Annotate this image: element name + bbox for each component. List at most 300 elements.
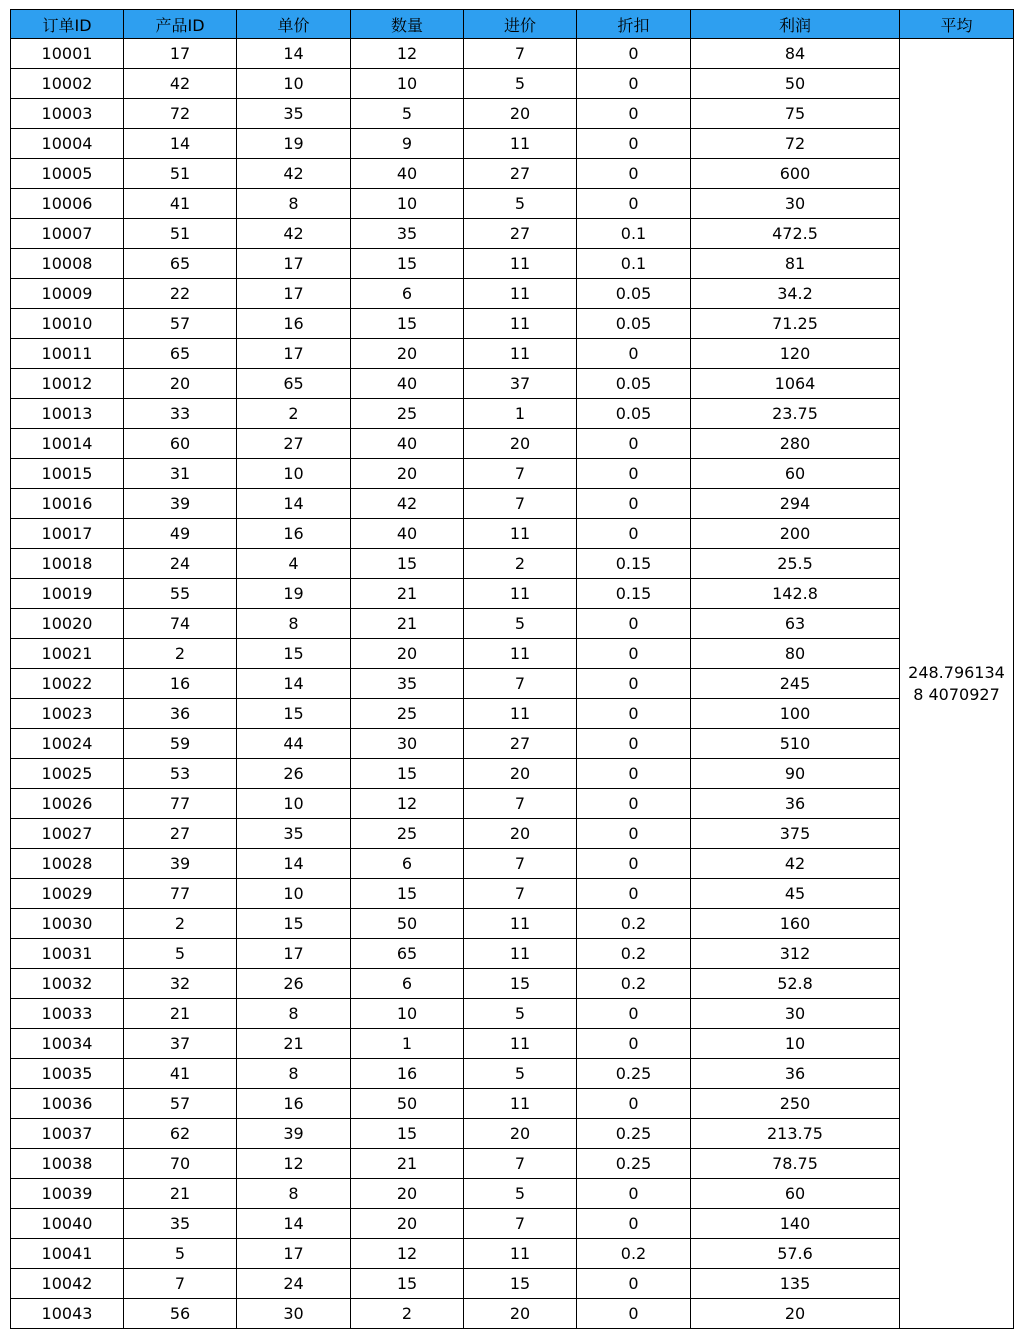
cell-order-id[interactable]: 10008 [11,249,124,279]
cell-quantity[interactable]: 25 [351,819,464,849]
cell-profit[interactable]: 42 [691,849,900,879]
cell-cost-price[interactable]: 11 [464,579,577,609]
cell-order-id[interactable]: 10010 [11,309,124,339]
cell-cost-price[interactable]: 7 [464,1209,577,1239]
cell-order-id[interactable]: 10006 [11,189,124,219]
cell-unit-price[interactable]: 42 [237,219,351,249]
cell-product-id[interactable]: 72 [124,99,237,129]
cell-discount[interactable]: 0.15 [577,549,691,579]
cell-profit[interactable]: 72 [691,129,900,159]
cell-quantity[interactable]: 9 [351,129,464,159]
cell-quantity[interactable]: 15 [351,1269,464,1299]
cell-discount[interactable]: 0 [577,519,691,549]
cell-discount[interactable]: 0.05 [577,309,691,339]
cell-product-id[interactable]: 57 [124,309,237,339]
cell-profit[interactable]: 140 [691,1209,900,1239]
cell-unit-price[interactable]: 19 [237,129,351,159]
cell-unit-price[interactable]: 35 [237,819,351,849]
cell-order-id[interactable]: 10004 [11,129,124,159]
cell-cost-price[interactable]: 37 [464,369,577,399]
cell-profit[interactable]: 312 [691,939,900,969]
cell-discount[interactable]: 0.1 [577,249,691,279]
cell-order-id[interactable]: 10040 [11,1209,124,1239]
cell-discount[interactable]: 0 [577,129,691,159]
cell-product-id[interactable]: 62 [124,1119,237,1149]
cell-cost-price[interactable]: 27 [464,159,577,189]
cell-order-id[interactable]: 10031 [11,939,124,969]
cell-discount[interactable]: 0.25 [577,1119,691,1149]
cell-discount[interactable]: 0 [577,1299,691,1329]
cell-product-id[interactable]: 20 [124,369,237,399]
cell-unit-price[interactable]: 2 [237,399,351,429]
cell-cost-price[interactable]: 11 [464,939,577,969]
cell-order-id[interactable]: 10018 [11,549,124,579]
cell-unit-price[interactable]: 12 [237,1149,351,1179]
header-unit-price[interactable]: 单价 [237,10,351,39]
cell-unit-price[interactable]: 65 [237,369,351,399]
cell-unit-price[interactable]: 16 [237,309,351,339]
cell-product-id[interactable]: 41 [124,189,237,219]
cell-order-id[interactable]: 10038 [11,1149,124,1179]
cell-cost-price[interactable]: 20 [464,429,577,459]
cell-order-id[interactable]: 10003 [11,99,124,129]
cell-cost-price[interactable]: 5 [464,609,577,639]
cell-quantity[interactable]: 25 [351,399,464,429]
cell-quantity[interactable]: 21 [351,1149,464,1179]
cell-order-id[interactable]: 10020 [11,609,124,639]
cell-product-id[interactable]: 33 [124,399,237,429]
cell-order-id[interactable]: 10016 [11,489,124,519]
cell-order-id[interactable]: 10019 [11,579,124,609]
cell-product-id[interactable]: 51 [124,219,237,249]
cell-quantity[interactable]: 35 [351,219,464,249]
cell-cost-price[interactable]: 7 [464,1149,577,1179]
cell-product-id[interactable]: 21 [124,999,237,1029]
cell-order-id[interactable]: 10039 [11,1179,124,1209]
cell-order-id[interactable]: 10030 [11,909,124,939]
cell-order-id[interactable]: 10022 [11,669,124,699]
cell-profit[interactable]: 71.25 [691,309,900,339]
cell-unit-price[interactable]: 10 [237,459,351,489]
cell-product-id[interactable]: 53 [124,759,237,789]
cell-quantity[interactable]: 42 [351,489,464,519]
cell-quantity[interactable]: 20 [351,1179,464,1209]
cell-product-id[interactable]: 42 [124,69,237,99]
cell-unit-price[interactable]: 14 [237,849,351,879]
cell-product-id[interactable]: 65 [124,249,237,279]
cell-quantity[interactable]: 20 [351,1209,464,1239]
cell-product-id[interactable]: 36 [124,699,237,729]
cell-discount[interactable]: 0.2 [577,969,691,999]
cell-unit-price[interactable]: 15 [237,699,351,729]
cell-unit-price[interactable]: 8 [237,609,351,639]
cell-unit-price[interactable]: 8 [237,999,351,1029]
cell-cost-price[interactable]: 11 [464,699,577,729]
cell-profit[interactable]: 472.5 [691,219,900,249]
cell-cost-price[interactable]: 11 [464,1239,577,1269]
cell-quantity[interactable]: 10 [351,189,464,219]
cell-unit-price[interactable]: 10 [237,69,351,99]
cell-unit-price[interactable]: 42 [237,159,351,189]
cell-product-id[interactable]: 14 [124,129,237,159]
header-quantity[interactable]: 数量 [351,10,464,39]
cell-quantity[interactable]: 15 [351,249,464,279]
cell-product-id[interactable]: 57 [124,1089,237,1119]
cell-profit[interactable]: 160 [691,909,900,939]
cell-discount[interactable]: 0.05 [577,369,691,399]
cell-cost-price[interactable]: 11 [464,1089,577,1119]
cell-discount[interactable]: 0.25 [577,1149,691,1179]
cell-profit[interactable]: 63 [691,609,900,639]
cell-cost-price[interactable]: 7 [464,849,577,879]
cell-profit[interactable]: 50 [691,69,900,99]
cell-profit[interactable]: 57.6 [691,1239,900,1269]
cell-cost-price[interactable]: 11 [464,639,577,669]
cell-product-id[interactable]: 60 [124,429,237,459]
cell-profit[interactable]: 200 [691,519,900,549]
cell-cost-price[interactable]: 11 [464,249,577,279]
cell-discount[interactable]: 0.1 [577,219,691,249]
cell-profit[interactable]: 80 [691,639,900,669]
cell-profit[interactable]: 60 [691,459,900,489]
cell-profit[interactable]: 52.8 [691,969,900,999]
cell-unit-price[interactable]: 19 [237,579,351,609]
cell-unit-price[interactable]: 8 [237,189,351,219]
cell-profit[interactable]: 20 [691,1299,900,1329]
cell-discount[interactable]: 0 [577,99,691,129]
cell-cost-price[interactable]: 5 [464,999,577,1029]
cell-unit-price[interactable]: 14 [237,669,351,699]
cell-unit-price[interactable]: 17 [237,339,351,369]
cell-discount[interactable]: 0 [577,999,691,1029]
cell-discount[interactable]: 0 [577,189,691,219]
header-product-id[interactable]: 产品ID [124,10,237,39]
cell-order-id[interactable]: 10027 [11,819,124,849]
cell-product-id[interactable]: 39 [124,489,237,519]
cell-cost-price[interactable]: 7 [464,489,577,519]
cell-cost-price[interactable]: 20 [464,99,577,129]
cell-profit[interactable]: 30 [691,189,900,219]
cell-quantity[interactable]: 6 [351,969,464,999]
cell-quantity[interactable]: 15 [351,879,464,909]
cell-profit[interactable]: 142.8 [691,579,900,609]
cell-order-id[interactable]: 10024 [11,729,124,759]
cell-quantity[interactable]: 15 [351,759,464,789]
cell-profit[interactable]: 36 [691,1059,900,1089]
cell-cost-price[interactable]: 11 [464,339,577,369]
cell-cost-price[interactable]: 11 [464,309,577,339]
cell-unit-price[interactable]: 24 [237,1269,351,1299]
cell-quantity[interactable]: 40 [351,369,464,399]
cell-unit-price[interactable]: 30 [237,1299,351,1329]
cell-discount[interactable]: 0 [577,1029,691,1059]
cell-product-id[interactable]: 17 [124,39,237,69]
cell-quantity[interactable]: 30 [351,729,464,759]
cell-product-id[interactable]: 74 [124,609,237,639]
cell-quantity[interactable]: 21 [351,609,464,639]
cell-order-id[interactable]: 10032 [11,969,124,999]
cell-average-merged[interactable] [900,39,1014,1329]
cell-profit[interactable]: 45 [691,879,900,909]
cell-unit-price[interactable]: 27 [237,429,351,459]
cell-unit-price[interactable]: 26 [237,759,351,789]
cell-profit[interactable]: 23.75 [691,399,900,429]
cell-profit[interactable]: 294 [691,489,900,519]
cell-quantity[interactable]: 20 [351,459,464,489]
cell-discount[interactable]: 0 [577,1089,691,1119]
cell-product-id[interactable]: 56 [124,1299,237,1329]
cell-cost-price[interactable]: 11 [464,279,577,309]
cell-cost-price[interactable]: 11 [464,1029,577,1059]
cell-profit[interactable]: 375 [691,819,900,849]
cell-product-id[interactable]: 7 [124,1269,237,1299]
cell-profit[interactable]: 90 [691,759,900,789]
cell-order-id[interactable]: 10023 [11,699,124,729]
cell-cost-price[interactable]: 7 [464,459,577,489]
cell-order-id[interactable]: 10042 [11,1269,124,1299]
cell-unit-price[interactable]: 8 [237,1179,351,1209]
cell-cost-price[interactable]: 15 [464,1269,577,1299]
cell-product-id[interactable]: 5 [124,1239,237,1269]
cell-product-id[interactable]: 32 [124,969,237,999]
cell-product-id[interactable]: 65 [124,339,237,369]
cell-profit[interactable]: 75 [691,99,900,129]
cell-quantity[interactable]: 1 [351,1029,464,1059]
cell-order-id[interactable]: 10012 [11,369,124,399]
cell-quantity[interactable]: 21 [351,579,464,609]
cell-quantity[interactable]: 25 [351,699,464,729]
cell-discount[interactable]: 0 [577,459,691,489]
header-cost-price[interactable]: 进价 [464,10,577,39]
cell-order-id[interactable]: 10025 [11,759,124,789]
cell-order-id[interactable]: 10014 [11,429,124,459]
cell-discount[interactable]: 0.05 [577,399,691,429]
cell-profit[interactable]: 510 [691,729,900,759]
header-order-id[interactable]: 订单ID [11,10,124,39]
cell-order-id[interactable]: 10015 [11,459,124,489]
cell-unit-price[interactable]: 8 [237,1059,351,1089]
cell-discount[interactable]: 0.2 [577,939,691,969]
cell-cost-price[interactable]: 27 [464,729,577,759]
header-profit[interactable]: 利润 [691,10,900,39]
cell-order-id[interactable]: 10043 [11,1299,124,1329]
cell-order-id[interactable]: 10034 [11,1029,124,1059]
cell-cost-price[interactable]: 1 [464,399,577,429]
cell-quantity[interactable]: 6 [351,279,464,309]
cell-quantity[interactable]: 2 [351,1299,464,1329]
cell-unit-price[interactable]: 14 [237,39,351,69]
cell-unit-price[interactable]: 16 [237,1089,351,1119]
cell-order-id[interactable]: 10033 [11,999,124,1029]
cell-profit[interactable]: 245 [691,669,900,699]
cell-quantity[interactable]: 15 [351,309,464,339]
cell-profit[interactable]: 100 [691,699,900,729]
cell-quantity[interactable]: 15 [351,1119,464,1149]
cell-order-id[interactable]: 10005 [11,159,124,189]
cell-quantity[interactable]: 20 [351,339,464,369]
cell-discount[interactable]: 0.15 [577,579,691,609]
cell-quantity[interactable]: 12 [351,1239,464,1269]
cell-quantity[interactable]: 40 [351,429,464,459]
cell-profit[interactable]: 81 [691,249,900,279]
cell-quantity[interactable]: 50 [351,909,464,939]
cell-profit[interactable]: 34.2 [691,279,900,309]
cell-profit[interactable]: 280 [691,429,900,459]
cell-product-id[interactable]: 27 [124,819,237,849]
cell-order-id[interactable]: 10009 [11,279,124,309]
cell-discount[interactable]: 0 [577,1179,691,1209]
cell-cost-price[interactable]: 7 [464,39,577,69]
cell-discount[interactable]: 0 [577,849,691,879]
header-discount[interactable]: 折扣 [577,10,691,39]
cell-order-id[interactable]: 10017 [11,519,124,549]
cell-profit[interactable]: 213.75 [691,1119,900,1149]
cell-unit-price[interactable]: 10 [237,879,351,909]
cell-profit[interactable]: 78.75 [691,1149,900,1179]
cell-quantity[interactable]: 65 [351,939,464,969]
cell-unit-price[interactable]: 35 [237,99,351,129]
cell-unit-price[interactable]: 16 [237,519,351,549]
cell-cost-price[interactable]: 5 [464,69,577,99]
cell-cost-price[interactable]: 7 [464,789,577,819]
cell-profit[interactable]: 25.5 [691,549,900,579]
cell-discount[interactable]: 0 [577,819,691,849]
cell-unit-price[interactable]: 17 [237,249,351,279]
cell-unit-price[interactable]: 17 [237,939,351,969]
cell-order-id[interactable]: 10036 [11,1089,124,1119]
cell-unit-price[interactable]: 14 [237,1209,351,1239]
cell-discount[interactable]: 0 [577,729,691,759]
cell-product-id[interactable]: 77 [124,789,237,819]
cell-cost-price[interactable]: 20 [464,819,577,849]
cell-cost-price[interactable]: 2 [464,549,577,579]
cell-discount[interactable]: 0 [577,159,691,189]
cell-order-id[interactable]: 10001 [11,39,124,69]
cell-product-id[interactable]: 49 [124,519,237,549]
cell-unit-price[interactable]: 39 [237,1119,351,1149]
cell-cost-price[interactable]: 11 [464,909,577,939]
cell-quantity[interactable]: 12 [351,789,464,819]
cell-product-id[interactable]: 2 [124,639,237,669]
cell-unit-price[interactable]: 15 [237,639,351,669]
cell-cost-price[interactable]: 27 [464,219,577,249]
cell-product-id[interactable]: 24 [124,549,237,579]
cell-unit-price[interactable]: 15 [237,909,351,939]
cell-discount[interactable]: 0 [577,429,691,459]
cell-discount[interactable]: 0 [577,1209,691,1239]
cell-order-id[interactable]: 10002 [11,69,124,99]
cell-order-id[interactable]: 10011 [11,339,124,369]
cell-discount[interactable]: 0 [577,69,691,99]
cell-unit-price[interactable]: 17 [237,279,351,309]
cell-profit[interactable]: 84 [691,39,900,69]
cell-unit-price[interactable]: 44 [237,729,351,759]
cell-cost-price[interactable]: 5 [464,1059,577,1089]
cell-order-id[interactable]: 10037 [11,1119,124,1149]
cell-quantity[interactable]: 6 [351,849,464,879]
cell-cost-price[interactable]: 20 [464,759,577,789]
cell-profit[interactable]: 10 [691,1029,900,1059]
cell-product-id[interactable]: 35 [124,1209,237,1239]
cell-product-id[interactable]: 31 [124,459,237,489]
cell-profit[interactable]: 30 [691,999,900,1029]
cell-order-id[interactable]: 10041 [11,1239,124,1269]
cell-discount[interactable]: 0 [577,789,691,819]
cell-profit[interactable]: 1064 [691,369,900,399]
cell-cost-price[interactable]: 11 [464,129,577,159]
cell-unit-price[interactable]: 21 [237,1029,351,1059]
cell-quantity[interactable]: 50 [351,1089,464,1119]
cell-unit-price[interactable]: 10 [237,789,351,819]
cell-unit-price[interactable]: 14 [237,489,351,519]
cell-quantity[interactable]: 20 [351,639,464,669]
cell-cost-price[interactable]: 20 [464,1299,577,1329]
cell-profit[interactable]: 250 [691,1089,900,1119]
cell-quantity[interactable]: 35 [351,669,464,699]
cell-profit[interactable]: 600 [691,159,900,189]
cell-quantity[interactable]: 10 [351,69,464,99]
cell-quantity[interactable]: 5 [351,99,464,129]
cell-product-id[interactable]: 5 [124,939,237,969]
cell-discount[interactable]: 0 [577,699,691,729]
cell-product-id[interactable]: 41 [124,1059,237,1089]
cell-discount[interactable]: 0 [577,759,691,789]
cell-profit[interactable]: 135 [691,1269,900,1299]
cell-cost-price[interactable]: 15 [464,969,577,999]
cell-cost-price[interactable]: 5 [464,189,577,219]
cell-discount[interactable]: 0 [577,339,691,369]
cell-unit-price[interactable]: 26 [237,969,351,999]
cell-quantity[interactable]: 10 [351,999,464,1029]
cell-unit-price[interactable]: 4 [237,549,351,579]
cell-order-id[interactable]: 10021 [11,639,124,669]
cell-product-id[interactable]: 39 [124,849,237,879]
cell-unit-price[interactable]: 17 [237,1239,351,1269]
cell-order-id[interactable]: 10013 [11,399,124,429]
cell-cost-price[interactable]: 11 [464,519,577,549]
cell-product-id[interactable]: 21 [124,1179,237,1209]
cell-order-id[interactable]: 10007 [11,219,124,249]
cell-product-id[interactable]: 77 [124,879,237,909]
cell-discount[interactable]: 0 [577,879,691,909]
cell-order-id[interactable]: 10026 [11,789,124,819]
cell-discount[interactable]: 0.25 [577,1059,691,1089]
cell-discount[interactable]: 0 [577,669,691,699]
cell-quantity[interactable]: 40 [351,519,464,549]
cell-quantity[interactable]: 40 [351,159,464,189]
cell-product-id[interactable]: 37 [124,1029,237,1059]
cell-product-id[interactable]: 55 [124,579,237,609]
cell-cost-price[interactable]: 20 [464,1119,577,1149]
cell-discount[interactable]: 0 [577,639,691,669]
cell-profit[interactable]: 36 [691,789,900,819]
cell-product-id[interactable]: 2 [124,909,237,939]
cell-product-id[interactable]: 59 [124,729,237,759]
cell-order-id[interactable]: 10029 [11,879,124,909]
cell-discount[interactable]: 0 [577,489,691,519]
cell-product-id[interactable]: 51 [124,159,237,189]
cell-discount[interactable]: 0.2 [577,1239,691,1269]
cell-quantity[interactable]: 15 [351,549,464,579]
cell-discount[interactable]: 0 [577,609,691,639]
cell-order-id[interactable]: 10035 [11,1059,124,1089]
header-average[interactable]: 平均 [900,10,1014,39]
cell-product-id[interactable]: 70 [124,1149,237,1179]
cell-profit[interactable]: 120 [691,339,900,369]
cell-cost-price[interactable]: 7 [464,669,577,699]
cell-discount[interactable]: 0 [577,39,691,69]
cell-product-id[interactable]: 22 [124,279,237,309]
